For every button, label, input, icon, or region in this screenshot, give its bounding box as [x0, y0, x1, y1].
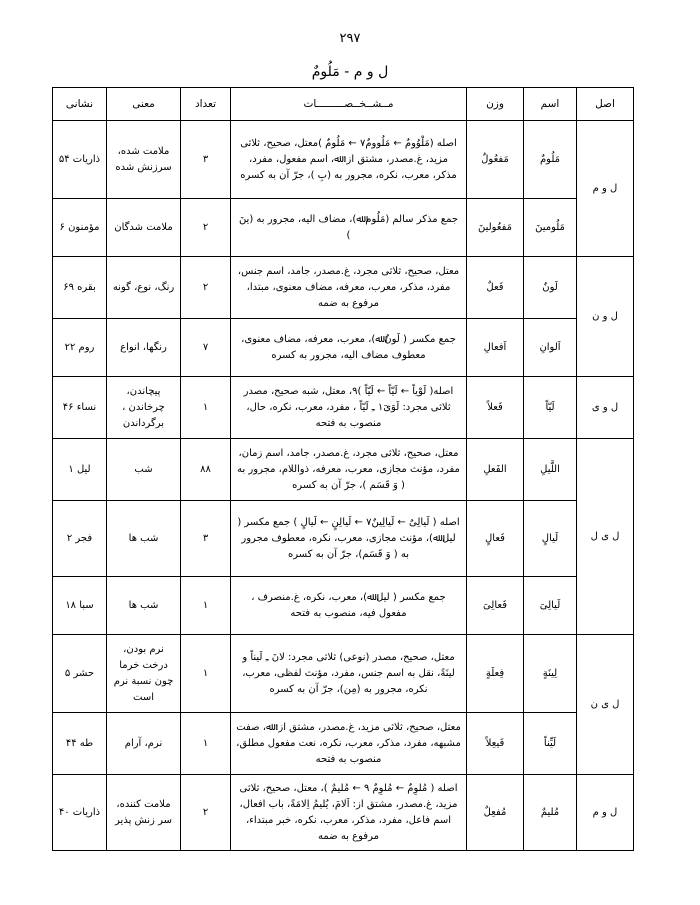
meaning-cell: شب ها	[107, 501, 181, 577]
count-cell: ۱	[181, 713, 231, 775]
meaning-cell: نرم بودن، درخت خرما چون نسبة نرم است	[107, 635, 181, 713]
table-row	[53, 319, 634, 377]
wazn-cell: فِعلَةٍ	[467, 635, 524, 713]
header-mana: معنی	[107, 88, 181, 121]
wazn-cell: فَعلٌ	[467, 257, 524, 319]
ref-cell: طه ۴۴	[53, 713, 107, 775]
word-cell: لِینَةٍ	[524, 635, 577, 713]
ref-cell: لیل ۱	[53, 439, 107, 501]
page-title: ل و م - مَلُومٌ	[311, 64, 389, 80]
lexicon-table	[52, 87, 634, 851]
ref-cell: نساء ۴۶	[53, 377, 107, 439]
header-row	[53, 88, 634, 121]
wazn-cell: فَعالِیَ	[467, 577, 524, 635]
notes-cell: اصله ( لَیالِیٌ ← لَیالِینٌ٧ ← لَیالِنٍ ← لَیالٍ ) جمع مکسر ( لیل ﷲ)، مؤنث مجازی، معرب، نکره، معطوف مجرور به ( وَ قَسَم)، جرّ آن به کسره	[231, 501, 467, 577]
ref-cell: حشر ۵	[53, 635, 107, 713]
notes-cell: اصله (مَلْوُومٌ ← مَلُوومٌ٧ ← مَلُومٌ )معتل، صحیح، ثلاثی مزید، غ.مصدر، مشتق از: ﷲ، اسم مفعول، مفرد، مذکر، معرب، نکره، مجرور به (بِ )، جرّ آن به کسره	[231, 121, 467, 199]
notes-cell: اصله( لَوْیاً ← لَیّاً ← لَیّاً )٩، معتل، شبه صحیح، مصدر ثلاثی مجرد: لَوَیَ١ ـِ لَیّاً ، مفرد، معرب، نکره، حال، منصوب به فتحه	[231, 377, 467, 439]
count-cell: ۱	[181, 377, 231, 439]
word-cell: لَونٌ	[524, 257, 577, 319]
root-cell: ل و م	[577, 121, 634, 257]
count-cell: ۱	[181, 635, 231, 713]
page-number: ۲۹۷	[339, 31, 361, 46]
notes-cell: جمع مکسر ( لَونٌ ﷲ)، معرب، معرفه، مضاف معنوی، معطوف مضاف الیه، مجرور به کسره	[231, 319, 467, 377]
root-cell: ل و م	[577, 775, 634, 851]
notes-cell: معتل، صحیح، ثلاثی مزید، غ.مصدر، مشتق از: ﷲ، صفت مشبهه، مفرد، مذکر، معرب، نکره، نعت مفعول مطلق، منصوب به فتحه	[231, 713, 467, 775]
table-row	[53, 775, 634, 851]
notes-cell: اصله ( مُلوِمٌ ← مُلوِمٌ ٩ ← مُلیمٌ )، معتل، صحیح، ثلاثی مزید، غ.مصدر، مشتق از: اَلامَ، یُلیمُ اِلامَةً، باب افعال، اسم فاعل، مفرد، مذکر، معرب، نکره، خبر مبتداء، مرفوع به ضمه	[231, 775, 467, 851]
notes-cell: معتل، صحیح، ثلاثی مجرد، غ.مصدر، جامد، اسم زمان، مفرد، مؤنث مجازی، معرب، معرفه، ذواللام، مجرور به ( وَ قَسَم )، جرّ آن به کسره	[231, 439, 467, 501]
ref-cell: ذاریات ۵۴	[53, 121, 107, 199]
word-cell: اَلوانِ	[524, 319, 577, 377]
header-ism: اسم	[524, 88, 577, 121]
table-row	[53, 121, 634, 199]
ref-cell: مؤمنون ۶	[53, 199, 107, 257]
meaning-cell: نرم، آرام	[107, 713, 181, 775]
table-row	[53, 501, 634, 577]
count-cell: ۸۸	[181, 439, 231, 501]
wazn-cell: اَفعالِ	[467, 319, 524, 377]
table-row	[53, 377, 634, 439]
meaning-cell: پیچاندن، چرخاندن ، برگرداندن	[107, 377, 181, 439]
notes-cell: معتل، صحیح، مصدر (نوعی) ثلاثی مجرد: لانَ ـِ لَیناً و لینَةً، نقل به اسم جنس، مفرد، مؤنث لفظی، معرب، نکره، مجرور به (مِن)، جرّ آن به کسره	[231, 635, 467, 713]
meaning-cell: شب ها	[107, 577, 181, 635]
table-row	[53, 439, 634, 501]
wazn-cell: مَفعُولٌ	[467, 121, 524, 199]
word-cell: مَلُومٌ	[524, 121, 577, 199]
header-wazn: وزن	[467, 88, 524, 121]
table-row	[53, 199, 634, 257]
header-tedad: تعداد	[181, 88, 231, 121]
word-cell: مُلیمٌ	[524, 775, 577, 851]
count-cell: ۲	[181, 199, 231, 257]
meaning-cell: رنگ، نوع، گونه	[107, 257, 181, 319]
wazn-cell: فَعالٍ	[467, 501, 524, 577]
root-cell: ل و ی	[577, 377, 634, 439]
meaning-cell: ملامت شده، سرزنش شده	[107, 121, 181, 199]
ref-cell: سبا ۱۸	[53, 577, 107, 635]
root-cell: ل ی ن	[577, 635, 634, 775]
notes-cell: معتل، صحیح، ثلاثی مجرد، غ.مصدر، جامد، اسم جنس، مفرد، مذکر، معرب، معرفه، مضاف معنوی، مبتدا، مرفوع به ضمه	[231, 257, 467, 319]
root-cell: ل و ن	[577, 257, 634, 377]
wazn-cell: مُفعِلٌ	[467, 775, 524, 851]
header-asl: اصل	[577, 88, 634, 121]
wazn-cell: الفَعلِ	[467, 439, 524, 501]
count-cell: ۳	[181, 121, 231, 199]
word-cell: اللَّیلِ	[524, 439, 577, 501]
word-cell: لَیّاً	[524, 377, 577, 439]
count-cell: ۷	[181, 319, 231, 377]
count-cell: ۳	[181, 501, 231, 577]
word-cell: لَیِّناً	[524, 713, 577, 775]
table-row	[53, 635, 634, 713]
word-cell: لَیالِیَ	[524, 577, 577, 635]
table-row	[53, 713, 634, 775]
header-moshakhasat: مــشــخــصـــــــــات	[231, 88, 467, 121]
count-cell: ۱	[181, 577, 231, 635]
count-cell: ۲	[181, 775, 231, 851]
word-cell: لَیالٍ	[524, 501, 577, 577]
table-row	[53, 577, 634, 635]
meaning-cell: رنگها، انواع	[107, 319, 181, 377]
notes-cell: جمع مکسر ( لیل ﷲ)، معرب، نکره، غ.منصرف ، مفعول فیه، منصوب به فتحه	[231, 577, 467, 635]
meaning-cell: شب	[107, 439, 181, 501]
wazn-cell: فَیعِلاً	[467, 713, 524, 775]
ref-cell: فجر ۲	[53, 501, 107, 577]
ref-cell: روم ۲۲	[53, 319, 107, 377]
header-neshani: نشانی	[53, 88, 107, 121]
meaning-cell: ملامت شدگان	[107, 199, 181, 257]
meaning-cell: ملامت کننده، سر زنش پذیر	[107, 775, 181, 851]
ref-cell: ذاریات ۴۰	[53, 775, 107, 851]
table-row	[53, 257, 634, 319]
wazn-cell: مَفعُولینَ	[467, 199, 524, 257]
count-cell: ۲	[181, 257, 231, 319]
root-cell: ل ی ل	[577, 439, 634, 635]
wazn-cell: فَعلاً	[467, 377, 524, 439]
word-cell: مَلُومینَ	[524, 199, 577, 257]
notes-cell: جمع مذکر سالم (مَلُوم ﷲ)، مضاف الیه، مجرور به (ینَ )	[231, 199, 467, 257]
ref-cell: بقره ۶۹	[53, 257, 107, 319]
